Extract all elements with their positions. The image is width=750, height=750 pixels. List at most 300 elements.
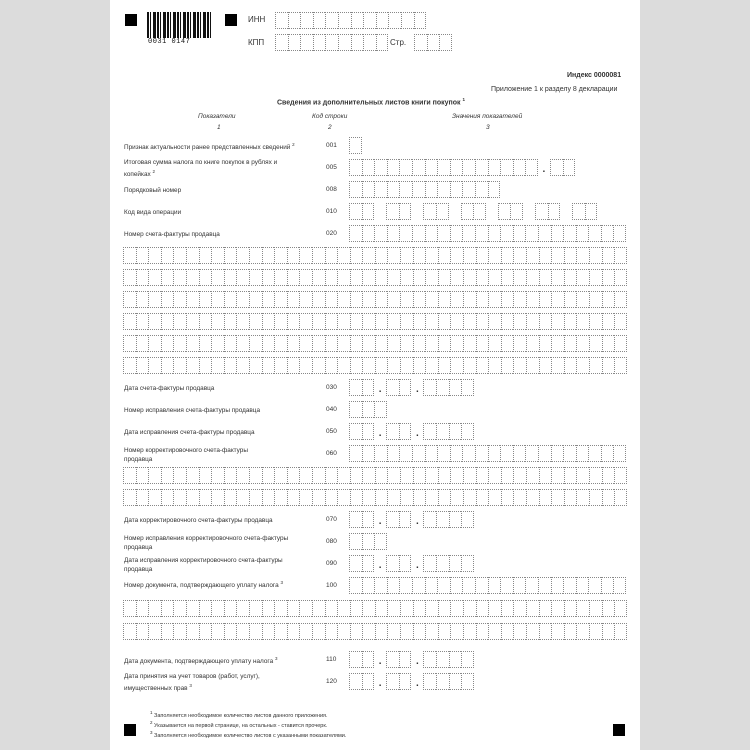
- char-cell[interactable]: [363, 12, 376, 29]
- char-cell[interactable]: [400, 313, 413, 330]
- char-cell[interactable]: [299, 623, 312, 640]
- char-cell[interactable]: [262, 335, 275, 352]
- char-cell[interactable]: [362, 467, 375, 484]
- char-cell[interactable]: [425, 313, 438, 330]
- char-cell[interactable]: [576, 623, 589, 640]
- char-cell[interactable]: [287, 600, 300, 617]
- char-cell[interactable]: [288, 12, 301, 29]
- char-cell[interactable]: [399, 673, 412, 690]
- char-cell[interactable]: [525, 225, 538, 242]
- char-cell[interactable]: [274, 623, 287, 640]
- char-cell[interactable]: [436, 511, 449, 528]
- char-cell[interactable]: [463, 247, 476, 264]
- char-cell[interactable]: [526, 357, 539, 374]
- char-cell[interactable]: [550, 159, 563, 176]
- char-cell[interactable]: [387, 489, 400, 506]
- char-cell[interactable]: [551, 225, 564, 242]
- char-cell[interactable]: [211, 335, 224, 352]
- char-cell[interactable]: [450, 600, 463, 617]
- char-cell[interactable]: [513, 225, 526, 242]
- char-cell[interactable]: [576, 313, 589, 330]
- char-cell[interactable]: [463, 467, 476, 484]
- char-cell[interactable]: [211, 247, 224, 264]
- char-cell[interactable]: [539, 335, 552, 352]
- char-cell[interactable]: [136, 489, 149, 506]
- char-cell[interactable]: [123, 489, 136, 506]
- char-cell[interactable]: [249, 600, 262, 617]
- char-cell[interactable]: [186, 600, 199, 617]
- char-cell[interactable]: [450, 623, 463, 640]
- char-cell[interactable]: [148, 269, 161, 286]
- char-cell[interactable]: [325, 623, 338, 640]
- char-cell[interactable]: [513, 335, 526, 352]
- char-cell[interactable]: [450, 291, 463, 308]
- char-cell[interactable]: [438, 357, 451, 374]
- char-cell[interactable]: [614, 269, 627, 286]
- char-cell[interactable]: [186, 313, 199, 330]
- char-cell[interactable]: [287, 357, 300, 374]
- char-cell[interactable]: [375, 600, 388, 617]
- char-cell[interactable]: [513, 489, 526, 506]
- char-cell[interactable]: [387, 269, 400, 286]
- char-cell[interactable]: [476, 623, 489, 640]
- char-cell[interactable]: [374, 159, 387, 176]
- char-cell[interactable]: [375, 357, 388, 374]
- char-cell[interactable]: [249, 357, 262, 374]
- char-cell[interactable]: [614, 357, 627, 374]
- char-cell[interactable]: [461, 555, 474, 572]
- char-cell[interactable]: [299, 600, 312, 617]
- char-cell[interactable]: [123, 313, 136, 330]
- char-cell[interactable]: [551, 467, 564, 484]
- char-cell[interactable]: [186, 467, 199, 484]
- char-cell[interactable]: [299, 269, 312, 286]
- field-100-cont-1[interactable]: [123, 600, 627, 617]
- char-cell[interactable]: [488, 335, 501, 352]
- char-cell[interactable]: [449, 673, 462, 690]
- char-cell[interactable]: [413, 357, 426, 374]
- char-cell[interactable]: [312, 247, 325, 264]
- char-cell[interactable]: [274, 600, 287, 617]
- char-cell[interactable]: [249, 335, 262, 352]
- char-cell[interactable]: [375, 489, 388, 506]
- char-cell[interactable]: [450, 159, 463, 176]
- char-cell[interactable]: [375, 291, 388, 308]
- char-cell[interactable]: [374, 181, 387, 198]
- char-cell[interactable]: [449, 555, 462, 572]
- char-cell[interactable]: [576, 225, 589, 242]
- char-cell[interactable]: [423, 203, 436, 220]
- char-cell[interactable]: [463, 489, 476, 506]
- char-cell[interactable]: [274, 357, 287, 374]
- char-cell[interactable]: [362, 673, 375, 690]
- char-cell[interactable]: [413, 269, 426, 286]
- char-cell[interactable]: [224, 247, 237, 264]
- char-cell[interactable]: [614, 247, 627, 264]
- char-cell[interactable]: [136, 335, 149, 352]
- char-cell[interactable]: [526, 335, 539, 352]
- char-cell[interactable]: [602, 291, 615, 308]
- char-cell[interactable]: [613, 577, 626, 594]
- char-cell[interactable]: [462, 577, 475, 594]
- char-cell[interactable]: [299, 313, 312, 330]
- char-cell[interactable]: [473, 203, 486, 220]
- char-cell[interactable]: [399, 181, 412, 198]
- char-cell[interactable]: [576, 600, 589, 617]
- field-100-cont-2[interactable]: [123, 623, 627, 640]
- char-cell[interactable]: [501, 489, 514, 506]
- char-cell[interactable]: [123, 357, 136, 374]
- char-cell[interactable]: [274, 467, 287, 484]
- char-cell[interactable]: [463, 291, 476, 308]
- char-cell[interactable]: [413, 489, 426, 506]
- char-cell[interactable]: [136, 247, 149, 264]
- char-cell[interactable]: [438, 269, 451, 286]
- char-cell[interactable]: [136, 467, 149, 484]
- char-cell[interactable]: [148, 467, 161, 484]
- char-cell[interactable]: [476, 357, 489, 374]
- char-cell[interactable]: [551, 269, 564, 286]
- char-cell[interactable]: [589, 489, 602, 506]
- char-cell[interactable]: [362, 203, 375, 220]
- char-cell[interactable]: [400, 291, 413, 308]
- char-cell[interactable]: [350, 467, 363, 484]
- char-cell[interactable]: [501, 291, 514, 308]
- char-cell[interactable]: [123, 291, 136, 308]
- char-cell[interactable]: [123, 335, 136, 352]
- char-cell[interactable]: [576, 247, 589, 264]
- char-cell[interactable]: [501, 467, 514, 484]
- char-cell[interactable]: [148, 489, 161, 506]
- char-cell[interactable]: [463, 623, 476, 640]
- char-cell[interactable]: [538, 577, 551, 594]
- char-cell[interactable]: [312, 357, 325, 374]
- char-cell[interactable]: [476, 600, 489, 617]
- char-cell[interactable]: [199, 269, 212, 286]
- char-cell[interactable]: [576, 489, 589, 506]
- char-cell[interactable]: [299, 335, 312, 352]
- char-cell[interactable]: [262, 600, 275, 617]
- char-cell[interactable]: [211, 269, 224, 286]
- char-cell[interactable]: [425, 269, 438, 286]
- char-cell[interactable]: [564, 291, 577, 308]
- char-cell[interactable]: [148, 313, 161, 330]
- char-cell[interactable]: [438, 247, 451, 264]
- char-cell[interactable]: [399, 203, 412, 220]
- char-cell[interactable]: [199, 357, 212, 374]
- char-cell[interactable]: [462, 445, 475, 462]
- char-cell[interactable]: [437, 159, 450, 176]
- char-cell[interactable]: [211, 623, 224, 640]
- char-cell[interactable]: [513, 313, 526, 330]
- char-cell[interactable]: [349, 137, 362, 154]
- char-cell[interactable]: [236, 313, 249, 330]
- char-cell[interactable]: [287, 489, 300, 506]
- char-cell[interactable]: [461, 379, 474, 396]
- char-cell[interactable]: [387, 600, 400, 617]
- char-cell[interactable]: [488, 357, 501, 374]
- char-cell[interactable]: [362, 555, 375, 572]
- char-cell[interactable]: [325, 335, 338, 352]
- char-cell[interactable]: [161, 600, 174, 617]
- char-cell[interactable]: [186, 335, 199, 352]
- char-cell[interactable]: [224, 291, 237, 308]
- char-cell[interactable]: [538, 445, 551, 462]
- char-cell[interactable]: [312, 291, 325, 308]
- field-020-cont-4[interactable]: [123, 313, 627, 330]
- char-cell[interactable]: [374, 225, 387, 242]
- char-cell[interactable]: [564, 313, 577, 330]
- char-cell[interactable]: [399, 423, 412, 440]
- char-cell[interactable]: [450, 577, 463, 594]
- char-cell[interactable]: [362, 533, 375, 550]
- char-cell[interactable]: [439, 34, 452, 51]
- char-cell[interactable]: [548, 203, 561, 220]
- char-cell[interactable]: [362, 401, 375, 418]
- char-cell[interactable]: [325, 600, 338, 617]
- field-020-cont-1[interactable]: [123, 247, 627, 264]
- char-cell[interactable]: [414, 12, 427, 29]
- field-080[interactable]: [349, 533, 387, 550]
- field-020-cont-5[interactable]: [123, 335, 627, 352]
- char-cell[interactable]: [500, 225, 513, 242]
- char-cell[interactable]: [399, 379, 412, 396]
- field-020[interactable]: [349, 225, 626, 242]
- char-cell[interactable]: [498, 203, 511, 220]
- char-cell[interactable]: [299, 291, 312, 308]
- char-cell[interactable]: [148, 247, 161, 264]
- char-cell[interactable]: [362, 313, 375, 330]
- char-cell[interactable]: [589, 313, 602, 330]
- char-cell[interactable]: [563, 577, 576, 594]
- char-cell[interactable]: [236, 467, 249, 484]
- char-cell[interactable]: [412, 159, 425, 176]
- char-cell[interactable]: [362, 489, 375, 506]
- char-cell[interactable]: [500, 577, 513, 594]
- char-cell[interactable]: [161, 489, 174, 506]
- field-060-cont-2[interactable]: [123, 489, 627, 506]
- char-cell[interactable]: [564, 335, 577, 352]
- char-cell[interactable]: [337, 600, 350, 617]
- char-cell[interactable]: [199, 489, 212, 506]
- field-001[interactable]: [349, 137, 362, 154]
- char-cell[interactable]: [363, 34, 376, 51]
- char-cell[interactable]: [450, 247, 463, 264]
- char-cell[interactable]: [249, 623, 262, 640]
- char-cell[interactable]: [211, 489, 224, 506]
- char-cell[interactable]: [388, 12, 401, 29]
- char-cell[interactable]: [500, 159, 513, 176]
- char-cell[interactable]: [186, 269, 199, 286]
- page-number-field[interactable]: [414, 34, 452, 51]
- char-cell[interactable]: [476, 247, 489, 264]
- char-cell[interactable]: [387, 159, 400, 176]
- char-cell[interactable]: [461, 673, 474, 690]
- char-cell[interactable]: [312, 467, 325, 484]
- char-cell[interactable]: [274, 247, 287, 264]
- char-cell[interactable]: [399, 651, 412, 668]
- char-cell[interactable]: [325, 313, 338, 330]
- char-cell[interactable]: [262, 269, 275, 286]
- char-cell[interactable]: [488, 181, 501, 198]
- char-cell[interactable]: [349, 181, 362, 198]
- char-cell[interactable]: [501, 600, 514, 617]
- char-cell[interactable]: [386, 673, 399, 690]
- char-cell[interactable]: [262, 467, 275, 484]
- char-cell[interactable]: [349, 533, 362, 550]
- char-cell[interactable]: [400, 623, 413, 640]
- field-008[interactable]: [349, 181, 500, 198]
- char-cell[interactable]: [337, 313, 350, 330]
- char-cell[interactable]: [412, 181, 425, 198]
- char-cell[interactable]: [123, 247, 136, 264]
- char-cell[interactable]: [602, 623, 615, 640]
- char-cell[interactable]: [386, 651, 399, 668]
- char-cell[interactable]: [173, 600, 186, 617]
- char-cell[interactable]: [312, 269, 325, 286]
- char-cell[interactable]: [148, 623, 161, 640]
- char-cell[interactable]: [249, 269, 262, 286]
- char-cell[interactable]: [488, 467, 501, 484]
- char-cell[interactable]: [199, 600, 212, 617]
- char-cell[interactable]: [362, 423, 375, 440]
- char-cell[interactable]: [436, 379, 449, 396]
- char-cell[interactable]: [551, 623, 564, 640]
- char-cell[interactable]: [287, 623, 300, 640]
- char-cell[interactable]: [463, 269, 476, 286]
- char-cell[interactable]: [589, 623, 602, 640]
- char-cell[interactable]: [589, 335, 602, 352]
- char-cell[interactable]: [602, 269, 615, 286]
- char-cell[interactable]: [576, 357, 589, 374]
- char-cell[interactable]: [123, 467, 136, 484]
- char-cell[interactable]: [412, 445, 425, 462]
- char-cell[interactable]: [614, 600, 627, 617]
- char-cell[interactable]: [488, 600, 501, 617]
- char-cell[interactable]: [526, 247, 539, 264]
- char-cell[interactable]: [300, 12, 313, 29]
- field-030[interactable]: [349, 379, 474, 396]
- char-cell[interactable]: [449, 423, 462, 440]
- char-cell[interactable]: [376, 34, 389, 51]
- char-cell[interactable]: [287, 313, 300, 330]
- char-cell[interactable]: [337, 291, 350, 308]
- char-cell[interactable]: [425, 489, 438, 506]
- char-cell[interactable]: [299, 357, 312, 374]
- char-cell[interactable]: [501, 335, 514, 352]
- char-cell[interactable]: [551, 445, 564, 462]
- char-cell[interactable]: [350, 269, 363, 286]
- field-020-cont-2[interactable]: [123, 269, 627, 286]
- char-cell[interactable]: [262, 247, 275, 264]
- char-cell[interactable]: [526, 269, 539, 286]
- char-cell[interactable]: [249, 489, 262, 506]
- char-cell[interactable]: [362, 623, 375, 640]
- char-cell[interactable]: [262, 313, 275, 330]
- char-cell[interactable]: [399, 511, 412, 528]
- char-cell[interactable]: [450, 357, 463, 374]
- char-cell[interactable]: [262, 489, 275, 506]
- char-cell[interactable]: [312, 600, 325, 617]
- char-cell[interactable]: [576, 445, 589, 462]
- char-cell[interactable]: [526, 291, 539, 308]
- char-cell[interactable]: [362, 269, 375, 286]
- char-cell[interactable]: [551, 335, 564, 352]
- char-cell[interactable]: [476, 467, 489, 484]
- char-cell[interactable]: [312, 489, 325, 506]
- char-cell[interactable]: [387, 225, 400, 242]
- char-cell[interactable]: [614, 313, 627, 330]
- char-cell[interactable]: [386, 423, 399, 440]
- char-cell[interactable]: [564, 269, 577, 286]
- char-cell[interactable]: [589, 357, 602, 374]
- char-cell[interactable]: [375, 335, 388, 352]
- char-cell[interactable]: [186, 357, 199, 374]
- char-cell[interactable]: [563, 225, 576, 242]
- char-cell[interactable]: [362, 577, 375, 594]
- field-020-cont-3[interactable]: [123, 291, 627, 308]
- char-cell[interactable]: [387, 247, 400, 264]
- char-cell[interactable]: [325, 467, 338, 484]
- char-cell[interactable]: [539, 467, 552, 484]
- char-cell[interactable]: [525, 577, 538, 594]
- char-cell[interactable]: [425, 247, 438, 264]
- char-cell[interactable]: [413, 247, 426, 264]
- char-cell[interactable]: [450, 313, 463, 330]
- char-cell[interactable]: [387, 577, 400, 594]
- char-cell[interactable]: [488, 247, 501, 264]
- char-cell[interactable]: [463, 600, 476, 617]
- char-cell[interactable]: [614, 623, 627, 640]
- char-cell[interactable]: [148, 291, 161, 308]
- char-cell[interactable]: [173, 313, 186, 330]
- char-cell[interactable]: [375, 247, 388, 264]
- char-cell[interactable]: [449, 651, 462, 668]
- char-cell[interactable]: [386, 203, 399, 220]
- char-cell[interactable]: [526, 489, 539, 506]
- char-cell[interactable]: [425, 225, 438, 242]
- char-cell[interactable]: [475, 225, 488, 242]
- char-cell[interactable]: [350, 623, 363, 640]
- char-cell[interactable]: [488, 313, 501, 330]
- char-cell[interactable]: [602, 489, 615, 506]
- char-cell[interactable]: [386, 379, 399, 396]
- char-cell[interactable]: [249, 291, 262, 308]
- char-cell[interactable]: [425, 467, 438, 484]
- char-cell[interactable]: [436, 423, 449, 440]
- char-cell[interactable]: [510, 203, 523, 220]
- char-cell[interactable]: [400, 247, 413, 264]
- char-cell[interactable]: [513, 291, 526, 308]
- char-cell[interactable]: [173, 335, 186, 352]
- field-040[interactable]: [349, 401, 387, 418]
- char-cell[interactable]: [123, 269, 136, 286]
- char-cell[interactable]: [224, 357, 237, 374]
- char-cell[interactable]: [287, 269, 300, 286]
- char-cell[interactable]: [450, 269, 463, 286]
- char-cell[interactable]: [387, 335, 400, 352]
- char-cell[interactable]: [436, 651, 449, 668]
- char-cell[interactable]: [300, 34, 313, 51]
- char-cell[interactable]: [589, 291, 602, 308]
- char-cell[interactable]: [400, 489, 413, 506]
- char-cell[interactable]: [602, 313, 615, 330]
- char-cell[interactable]: [362, 511, 375, 528]
- char-cell[interactable]: [551, 357, 564, 374]
- char-cell[interactable]: [576, 467, 589, 484]
- char-cell[interactable]: [526, 600, 539, 617]
- char-cell[interactable]: [236, 489, 249, 506]
